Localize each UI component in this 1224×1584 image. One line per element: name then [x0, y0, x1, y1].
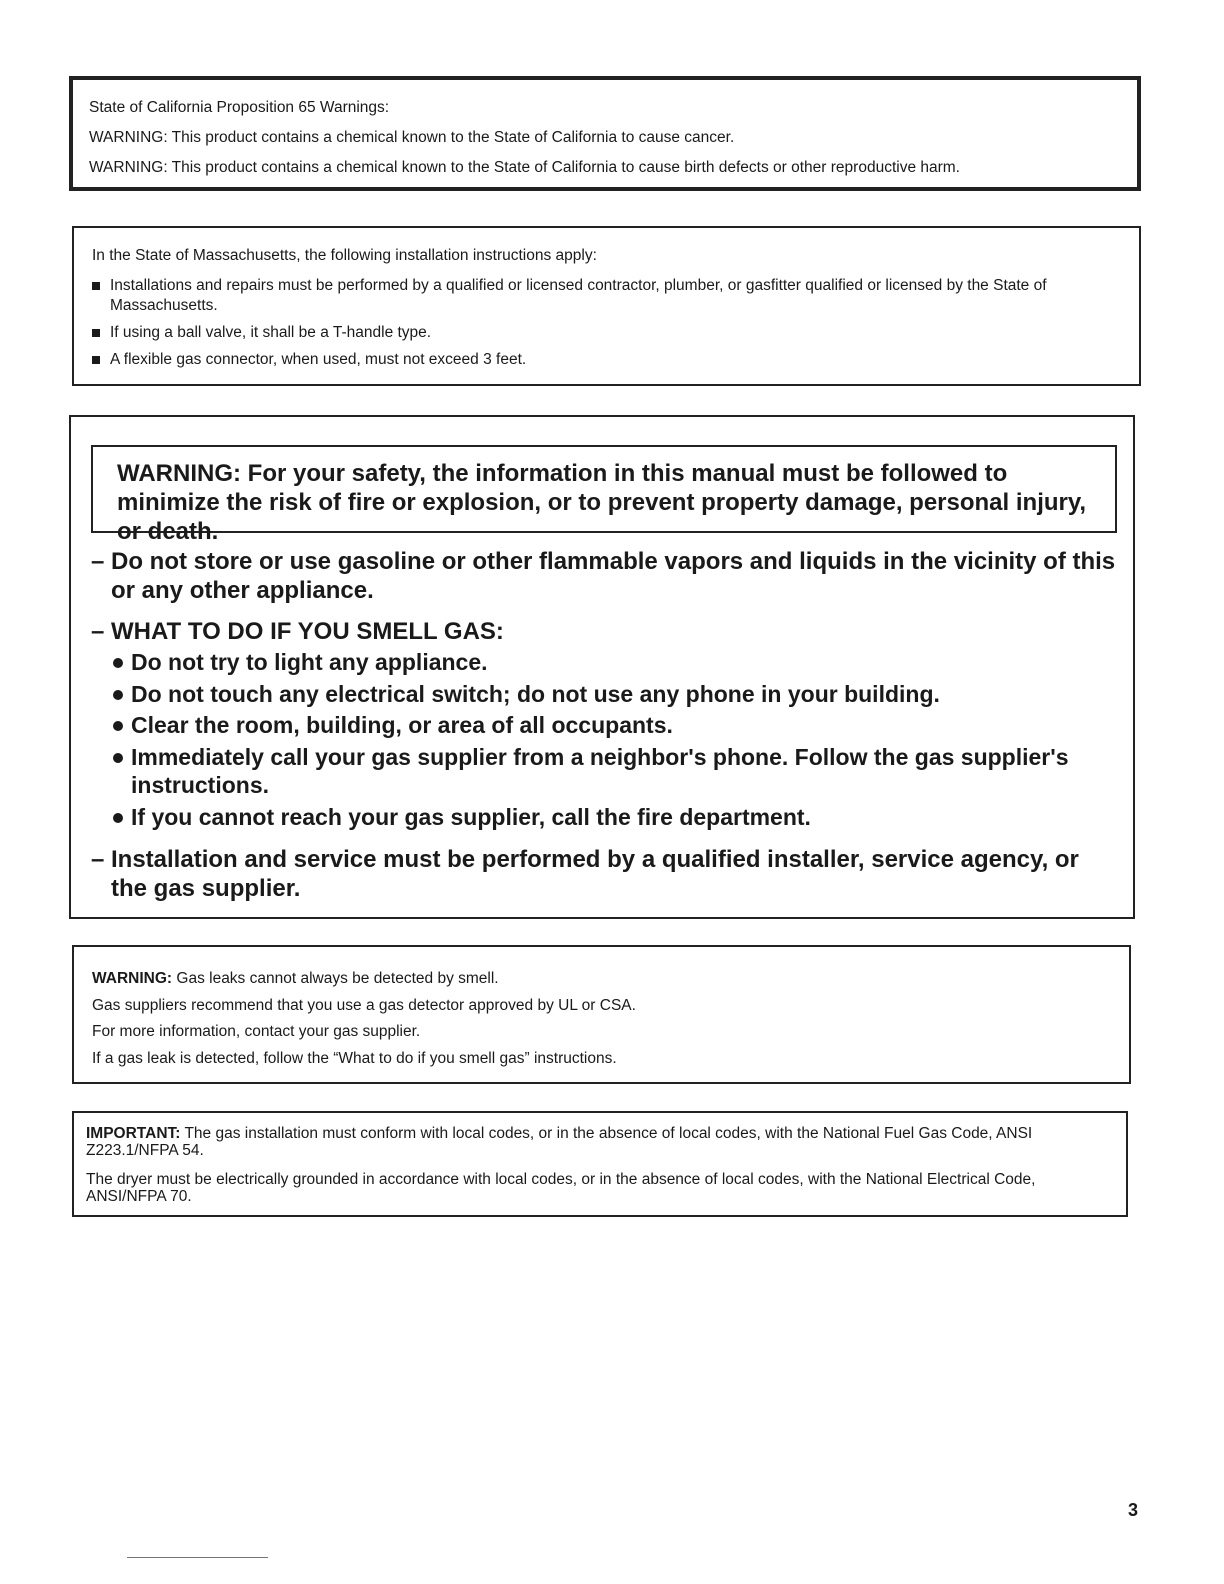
page-number: 3 [1128, 1500, 1139, 1520]
list-item: Immediately call your gas supplier from a neighbor's phone. Follow the gas supplier's instructions. [91, 743, 1117, 800]
list-item: Do not try to light any appliance. [91, 648, 1117, 677]
prop65-warning-box [69, 76, 1141, 191]
gas-leak-line: WARNING: Gas leaks cannot always be detected by smell. [92, 970, 499, 987]
important-box [72, 1111, 1128, 1217]
safety-instructions [91, 547, 1117, 915]
prop65-warning-cancer: WARNING: This product contains a chemical known to the State of California to cause cancer. [89, 129, 735, 146]
list-item: A flexible gas connector, when used, must not exceed 3 feet. [92, 350, 1121, 370]
list-item: Clear the room, building, or area of all occupants. [91, 711, 1117, 740]
gas-leak-warning-box [72, 945, 1131, 1084]
prop65-warning-birth-defects: WARNING: This product contains a chemical known to the State of California to cause birth defects or other reproductive harm. [89, 159, 960, 176]
round-bullet-icon [113, 690, 123, 700]
square-bullet-icon [92, 282, 100, 290]
list-item: – Installation and service must be performed by a qualified installer, service agency, or the gas supplier. [91, 846, 1079, 902]
list-item: – Do not store or use gasoline or other flammable vapors and liquids in the vicinity of this or any other appliance. [91, 548, 1116, 604]
list-item: If using a ball valve, it shall be a T-handle type. [92, 323, 1121, 343]
prop65-title: State of California Proposition 65 Warnings: [89, 99, 390, 116]
square-bullet-icon [92, 356, 100, 364]
footer-rule [127, 1557, 268, 1558]
gas-leak-line: For more information, contact your gas supplier. [92, 1023, 421, 1040]
safety-warning-header: WARNING: For your safety, the information in this manual must be followed to minimize the risk of fire or explosion, or to prevent property damage, personal injury, or death. [91, 445, 1117, 533]
list-item: Do not touch any electrical switch; do not use any phone in your building. [91, 680, 1117, 709]
round-bullet-icon [113, 753, 123, 763]
list-item: Installations and repairs must be performed by a qualified or licensed contractor, plumber, or gasfitter qualified or licensed by the State of Massachusetts. [92, 276, 1121, 316]
massachusetts-intro: In the State of Massachusetts, the following installation instructions apply: [92, 247, 597, 264]
smell-gas-heading: – WHAT TO DO IF YOU SMELL GAS: [91, 618, 504, 645]
round-bullet-icon [113, 721, 123, 731]
important-gas-code: IMPORTANT: The gas installation must conform with local codes, or in the absence of local codes, with the National Fuel Gas Code, ANSI Z223.1/NFPA 54. [86, 1125, 1033, 1159]
important-electrical-code: The dryer must be electrically grounded in accordance with local codes, or in the absence of local codes, with the National Electrical Code, ANSI/NFPA 70. [86, 1171, 1036, 1205]
important-label: IMPORTANT: [86, 1125, 181, 1142]
gas-leak-line: If a gas leak is detected, follow the “What to do if you smell gas” instructions. [92, 1049, 617, 1067]
safety-warning-box [69, 415, 1135, 919]
round-bullet-icon [113, 658, 123, 668]
massachusetts-box [72, 226, 1141, 386]
gas-leak-line: Gas suppliers recommend that you use a gas detector approved by UL or CSA. [92, 996, 636, 1014]
round-bullet-icon [113, 813, 123, 823]
warning-label: WARNING: [92, 970, 173, 987]
square-bullet-icon [92, 329, 100, 337]
list-item: If you cannot reach your gas supplier, call the fire department. [91, 803, 1117, 832]
